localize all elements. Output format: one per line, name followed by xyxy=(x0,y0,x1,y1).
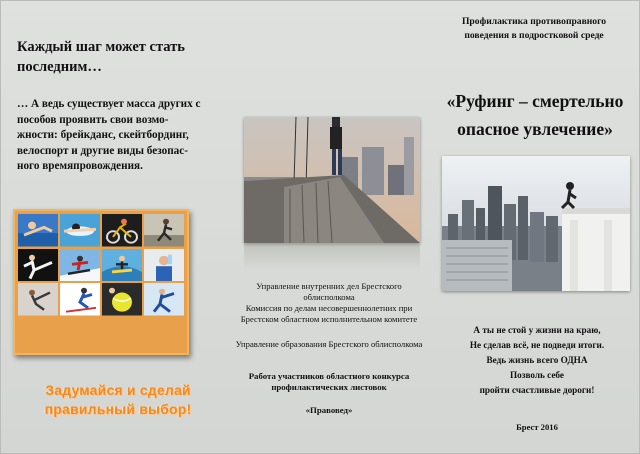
swimmer-icon xyxy=(18,214,58,247)
poem-line-2: Не сделав всё, не подведи итоги. xyxy=(469,340,605,350)
org-line-1: Управление внутренних дел Брестского xyxy=(256,281,402,291)
education-department: Управление образования Брестского облисполкома xyxy=(235,339,423,349)
poem-line-3: Ведь жизнь всего ОДНА xyxy=(486,355,588,365)
left-body-text xyxy=(17,97,225,175)
runner-icon xyxy=(144,214,184,247)
poem-line-4: Позволь себе xyxy=(510,370,564,380)
left-body-line-4: велоспорт и другие виды безопас- xyxy=(17,144,188,157)
poem xyxy=(445,323,629,398)
title-line-1: «Руфинг – смертельно xyxy=(446,91,624,111)
org-line-4: Брестском областном исполнительном комитете xyxy=(240,314,418,324)
contest-line-2: профилактических листовок xyxy=(271,382,387,392)
left-body-line-5: ного времяпровождения. xyxy=(17,160,143,172)
athlete-icon xyxy=(144,283,184,316)
slogan xyxy=(23,381,213,419)
footer-place-year: Брест 2016 xyxy=(516,422,558,432)
slogan-line-2: правильный выбор! xyxy=(44,401,192,417)
left-heading-line-1: Каждый шаг может стать xyxy=(17,39,185,55)
contest-name: «Правовед» xyxy=(305,405,353,415)
drink-icon xyxy=(144,249,184,282)
left-body-line-3: жности: брейкданс, скейтбординг, xyxy=(17,129,189,141)
cyclist-icon xyxy=(102,214,142,247)
title-line-2: опасное увлечение» xyxy=(457,119,613,139)
skier-icon xyxy=(60,283,100,316)
surfer-icon xyxy=(102,249,142,282)
roof-walker-photo xyxy=(244,117,420,243)
org-line-2: облисполкома xyxy=(303,292,355,302)
photo-reflection xyxy=(244,244,420,270)
left-body-line-2: пособов проявить свои возмо- xyxy=(17,113,169,126)
gymnast-icon xyxy=(18,283,58,316)
left-heading xyxy=(17,37,222,77)
poem-line-5: пройти счастливые дороги! xyxy=(479,385,595,395)
organization-list xyxy=(223,281,435,325)
org-line-3: Комиссия по делам несовершеннолетних при xyxy=(245,303,413,313)
leaflet-topic xyxy=(441,15,627,43)
rooftop-city-photo xyxy=(442,156,630,291)
left-heading-line-2: последним… xyxy=(17,59,102,75)
slogan-line-1: Задумайся и сделай xyxy=(45,382,191,398)
martial-arts-icon xyxy=(18,249,58,282)
topic-line-2: поведения в подростковой среде xyxy=(464,30,604,41)
poem-line-1: А ты не стой у жизни на краю, xyxy=(473,325,601,335)
topic-line-1: Профилактика противоправного xyxy=(461,16,607,27)
left-body-line-1: … А ведь существует масса других с xyxy=(17,98,201,110)
snowboarder-icon xyxy=(60,249,100,282)
ball-icon xyxy=(102,283,142,316)
contest-info xyxy=(223,371,435,393)
contest-line-1: Работа участников областного конкурса xyxy=(248,371,410,381)
main-title xyxy=(433,87,637,143)
swimmer-icon xyxy=(60,214,100,247)
sports-collage xyxy=(13,209,189,355)
